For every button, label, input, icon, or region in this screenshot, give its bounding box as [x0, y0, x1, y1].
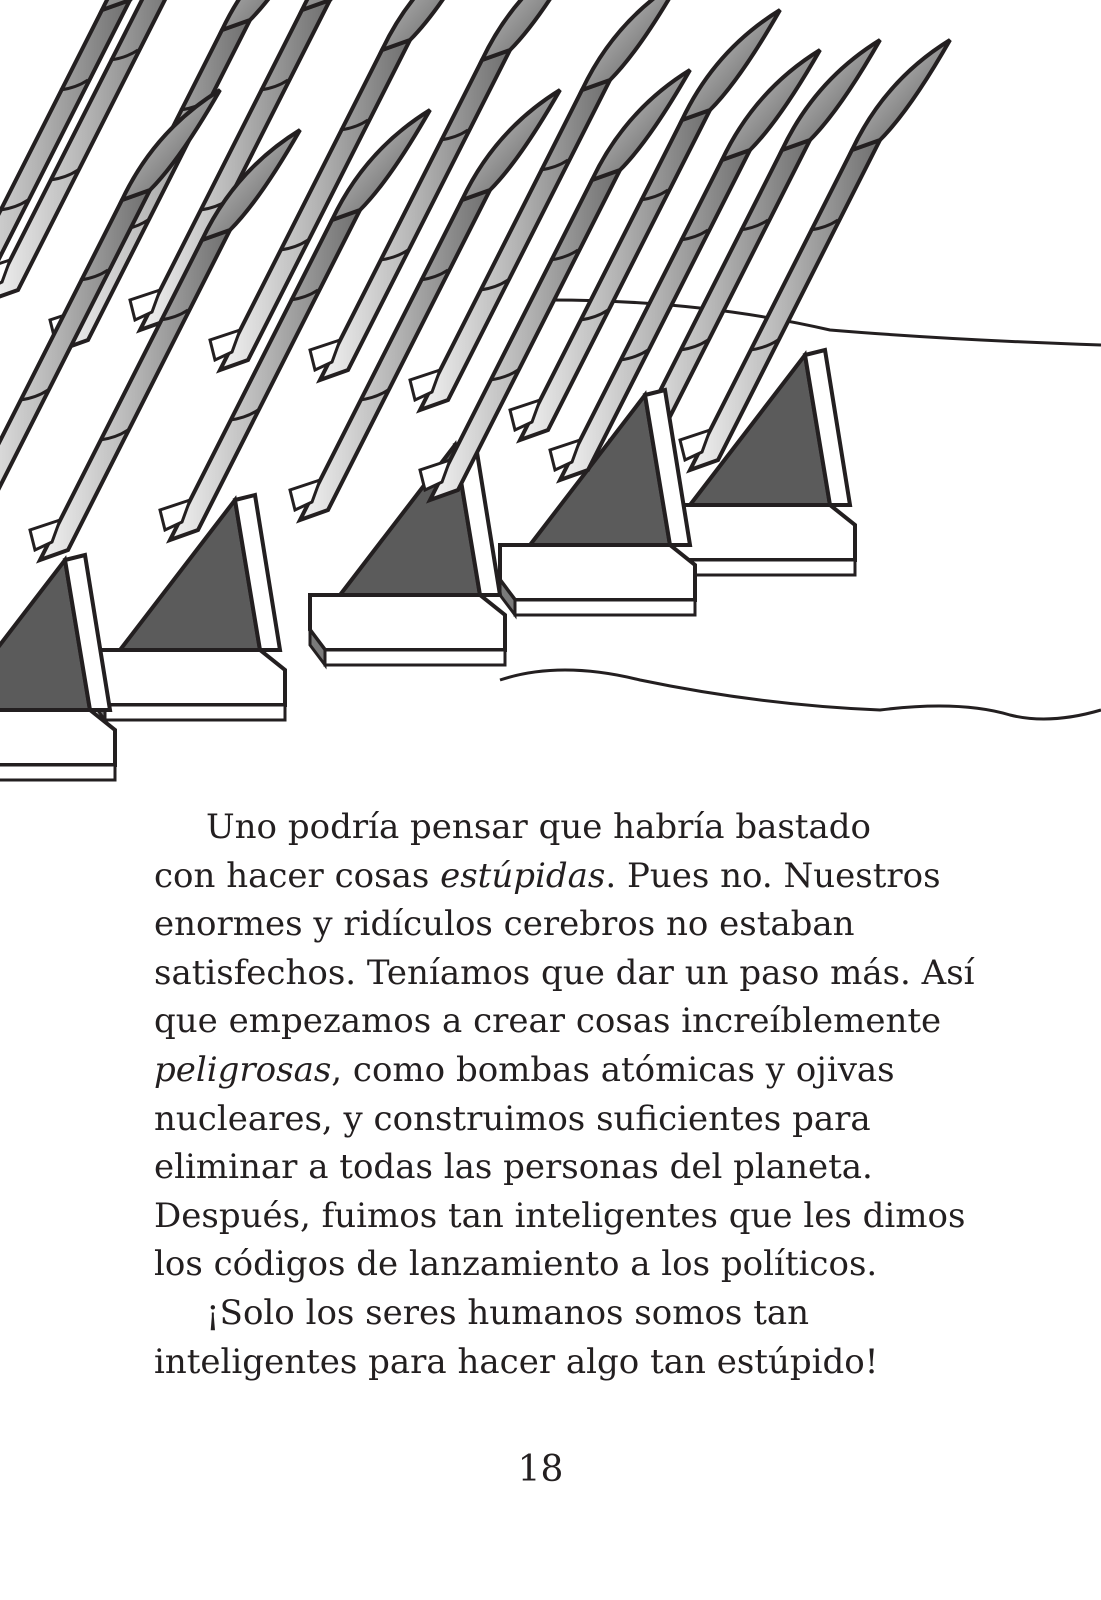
text-line: Después, fuimos tan inteligentes que les dimos: [154, 1195, 966, 1236]
text-line: que empezamos a crear cosas increíblemente: [154, 1001, 942, 1042]
page-number: 18: [517, 1449, 564, 1490]
text-line: Uno podría pensar que habría bastado: [206, 807, 871, 847]
text-line: peligrosas, como bombas atómicas y ojivas: [154, 1049, 895, 1090]
emphasis-peligrosas: peligrosas: [154, 1049, 332, 1090]
text-line: inteligentes para hacer algo tan estúpido!: [154, 1341, 879, 1382]
text-line: ¡Solo los seres humanos somos tan: [206, 1292, 810, 1333]
text-line: con hacer cosas estúpidas. Pues no. Nuestros: [154, 855, 941, 896]
text-line: eliminar a todas las personas del planeta.: [154, 1147, 873, 1188]
emphasis-estupidas: estúpidas: [440, 855, 606, 896]
text-line: satisfechos. Teníamos que dar un paso más. Así: [154, 952, 975, 993]
text-line: nucleares, y construimos suficientes para: [154, 1098, 871, 1139]
text-line: enormes y ridículos cerebros no estaban: [154, 904, 855, 945]
body-text: [154, 803, 975, 1386]
text-line: los códigos de lanzamiento a los políticos.: [154, 1244, 878, 1285]
